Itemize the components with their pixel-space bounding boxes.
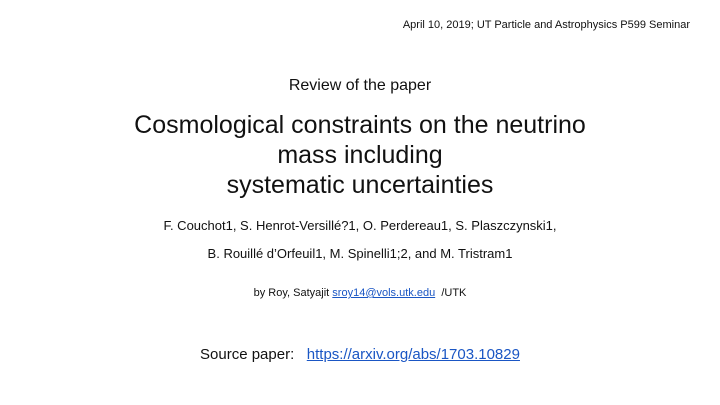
byline-suffix: /UTK (441, 287, 467, 299)
author-line-2: B. Rouillé d’Orfeuil1, M. Spinelli1;2, and M. Tristram1 (207, 246, 513, 261)
review-label: Review of the paper (288, 77, 432, 94)
email-link[interactable]: sroy14@vols.utk.edu (332, 287, 436, 299)
byline (0, 287, 720, 299)
title-line-2: mass including (277, 141, 443, 169)
header-note: April 10, 2019; UT Particle and Astrophysics P599 Seminar (402, 19, 690, 31)
slide-title (0, 110, 720, 200)
title-line-1: Cosmological constraints on the neutrino (134, 111, 586, 139)
authors (0, 212, 720, 268)
title-line-3: systematic uncertainties (226, 171, 494, 199)
author-line-1: F. Couchot1, S. Henrot-Versillé?1, O. Perdereau1, S. Plaszczynski1, (163, 218, 557, 233)
source-label: Source paper: (200, 346, 295, 363)
byline-prefix: by Roy, Satyajit (253, 287, 330, 299)
source-url-link[interactable]: https://arxiv.org/abs/1703.10829 (306, 346, 520, 363)
source-paper (0, 346, 720, 363)
